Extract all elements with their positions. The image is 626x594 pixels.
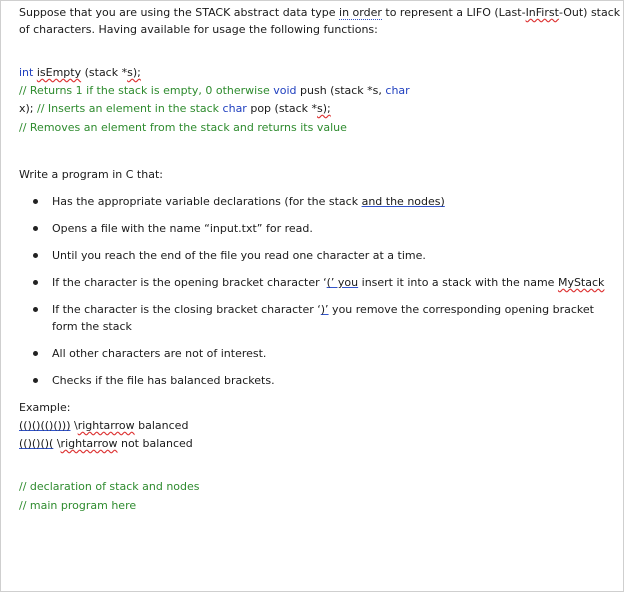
task-text: If the character is the opening bracket character ‘ (52, 276, 327, 289)
intro-in-order: in order (339, 6, 382, 19)
intro-line-1 (19, 6, 620, 20)
bullet-icon (33, 378, 38, 383)
keyword-void: void (273, 84, 297, 97)
code-text: pop (stack * (246, 102, 318, 115)
task-text: Has the appropriate variable declarations (for the stack (52, 195, 362, 208)
task-item-6: All other characters are not of interest. (52, 347, 267, 360)
example-line-2 (19, 437, 193, 451)
intro-line-2: of characters. Having available for usage the following functions: (19, 23, 378, 36)
code-comment: // Returns 1 if the stack is empty, 0 otherwise (19, 84, 274, 97)
code-text: s); (317, 102, 331, 115)
example-result: not balanced (117, 437, 193, 450)
intro-text: Suppose that you are using the STACK abstract data type (19, 6, 340, 19)
intro-text: -Out) stack (558, 6, 621, 19)
code-text: push (stack *s, (296, 84, 386, 97)
task-item-2: Opens a file with the name “input.txt” for read. (52, 222, 313, 235)
bullet-icon (33, 307, 38, 312)
example-text: \ (70, 419, 78, 432)
task-text: insert it into a stack with the name (358, 276, 558, 289)
bullet-icon (33, 280, 38, 285)
code-line-2 (19, 84, 410, 98)
mystack-name: MyStack (557, 276, 605, 289)
task-item-5-cont: form the stack (52, 320, 132, 333)
code-text: (stack * (81, 66, 128, 79)
intro-infirst: InFirst (525, 6, 559, 19)
task-text: you remove the corresponding opening bracket (328, 303, 594, 316)
example-brackets: (()()(()())) (19, 419, 71, 432)
task-text-underlined: and the nodes) (361, 195, 445, 208)
example-result: balanced (134, 419, 189, 432)
example-label: Example: (19, 401, 71, 414)
example-text: \ (53, 437, 61, 450)
bullet-icon (33, 253, 38, 258)
bullet-icon (33, 351, 38, 356)
bullet-icon (33, 226, 38, 231)
task-item-7: Checks if the file has balanced brackets. (52, 374, 275, 387)
comment-main: // main program here (19, 499, 137, 512)
intro-text: to represent a LIFO (Last- (381, 6, 526, 19)
keyword-char: char (385, 84, 410, 97)
example-rightarrow: rightarrow (77, 419, 135, 432)
task-heading: Write a program in C that: (19, 168, 163, 181)
example-rightarrow: rightarrow (60, 437, 118, 450)
code-line-1 (19, 66, 141, 80)
code-text: s); (127, 66, 141, 79)
fn-isempty: isEmpty (36, 66, 82, 79)
code-text: x); (19, 102, 38, 115)
task-item-3: Until you reach the end of the file you read one character at a time. (52, 249, 426, 262)
example-line-1 (19, 419, 188, 433)
task-item-1 (52, 195, 445, 209)
bullet-icon (33, 199, 38, 204)
example-brackets: (()()()( (19, 437, 54, 450)
task-text-underlined: )’ (320, 303, 329, 316)
task-text: If the character is the closing bracket character ‘ (52, 303, 321, 316)
task-item-5 (52, 303, 594, 317)
task-text-underlined: (’ you (326, 276, 359, 289)
code-line-3 (19, 102, 331, 116)
comment-declarations: // declaration of stack and nodes (19, 480, 200, 493)
task-item-4 (52, 276, 604, 290)
code-line-4: // Removes an element from the stack and returns its value (19, 121, 347, 134)
keyword-char: char (222, 102, 247, 115)
code-comment: // Inserts an element in the stack (37, 102, 223, 115)
keyword-int: int (19, 66, 37, 79)
